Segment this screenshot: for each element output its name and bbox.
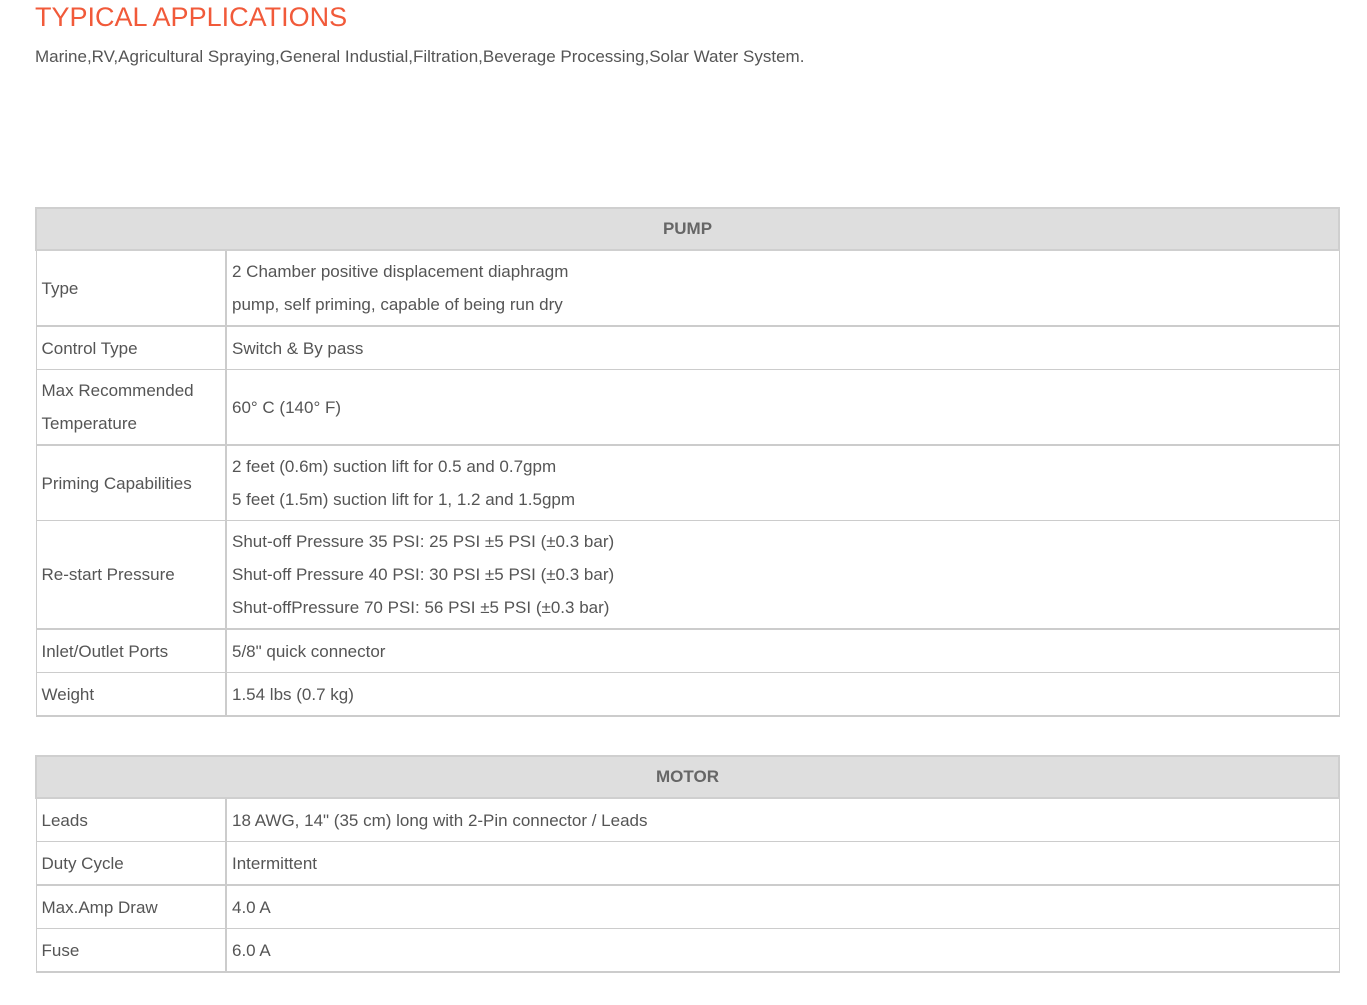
row-label: Priming Capabilities — [36, 445, 226, 521]
row-value — [226, 798, 1339, 842]
table-row — [36, 929, 1339, 973]
motor-table-header: MOTOR — [36, 756, 1339, 798]
table-row — [36, 798, 1339, 842]
row-value — [226, 445, 1339, 521]
value-line: 5/8" quick connector — [232, 641, 386, 661]
row-label — [36, 370, 226, 446]
table-row — [36, 885, 1339, 929]
row-label: Weight — [36, 673, 226, 717]
applications-text: Marine,RV,Agricultural Spraying,General Industial,Filtration,Beverage Processing,Solar Water System. — [35, 47, 805, 66]
row-label: Leads — [36, 798, 226, 842]
pump-table-header: PUMP — [36, 208, 1339, 250]
row-value — [226, 929, 1339, 973]
motor-spec-table — [35, 755, 1340, 973]
row-label: Duty Cycle — [36, 842, 226, 886]
value-line: 4.0 A — [232, 897, 271, 917]
table-row — [36, 250, 1339, 326]
page-title: TYPICAL APPLICATIONS — [35, 2, 348, 32]
table-row — [36, 326, 1339, 370]
row-label: Inlet/Outlet Ports — [36, 629, 226, 673]
value-line: 2 Chamber positive displacement diaphragm — [232, 262, 569, 281]
value-line: 6.0 A — [232, 940, 271, 960]
pump-spec-table — [35, 207, 1340, 717]
row-value — [226, 629, 1339, 673]
value-line: 1.54 lbs (0.7 kg) — [232, 684, 354, 704]
table-row — [36, 629, 1339, 673]
table-row — [36, 445, 1339, 521]
table-row — [36, 673, 1339, 717]
value-line: Intermittent — [232, 853, 318, 873]
row-value — [226, 885, 1339, 929]
value-line: 5 feet (1.5m) suction lift for 1, 1.2 and 1.5gpm — [232, 490, 576, 509]
row-label: Type — [36, 250, 226, 326]
row-value — [226, 370, 1339, 446]
table-row — [36, 842, 1339, 886]
value-line: Shut-off Pressure 35 PSI: 25 PSI ±5 PSI (±0.3 bar) — [232, 532, 615, 551]
row-value — [226, 521, 1339, 630]
row-value — [226, 250, 1339, 326]
row-label: Max.Amp Draw — [36, 885, 226, 929]
value-line: Shut-off Pressure 40 PSI: 30 PSI ±5 PSI (±0.3 bar) — [232, 565, 615, 584]
value-line: Switch & By pass — [232, 338, 364, 358]
value-line: 18 AWG, 14" (35 cm) long with 2-Pin connector / Leads — [232, 810, 648, 830]
label-line: Max Recommended Temperature — [41, 381, 194, 433]
value-line: 60° C (140° F) — [232, 397, 342, 417]
table-row — [36, 521, 1339, 630]
row-value — [226, 842, 1339, 886]
row-label: Fuse — [36, 929, 226, 973]
row-value — [226, 673, 1339, 717]
row-label: Re-start Pressure — [36, 521, 226, 630]
table-row — [36, 370, 1339, 446]
row-value — [226, 326, 1339, 370]
value-line: 2 feet (0.6m) suction lift for 0.5 and 0.7gpm — [232, 457, 557, 476]
value-line: Shut-offPressure 70 PSI: 56 PSI ±5 PSI (±0.3 bar) — [232, 598, 610, 617]
value-line: pump, self priming, capable of being run dry — [232, 295, 563, 314]
row-label: Control Type — [36, 326, 226, 370]
